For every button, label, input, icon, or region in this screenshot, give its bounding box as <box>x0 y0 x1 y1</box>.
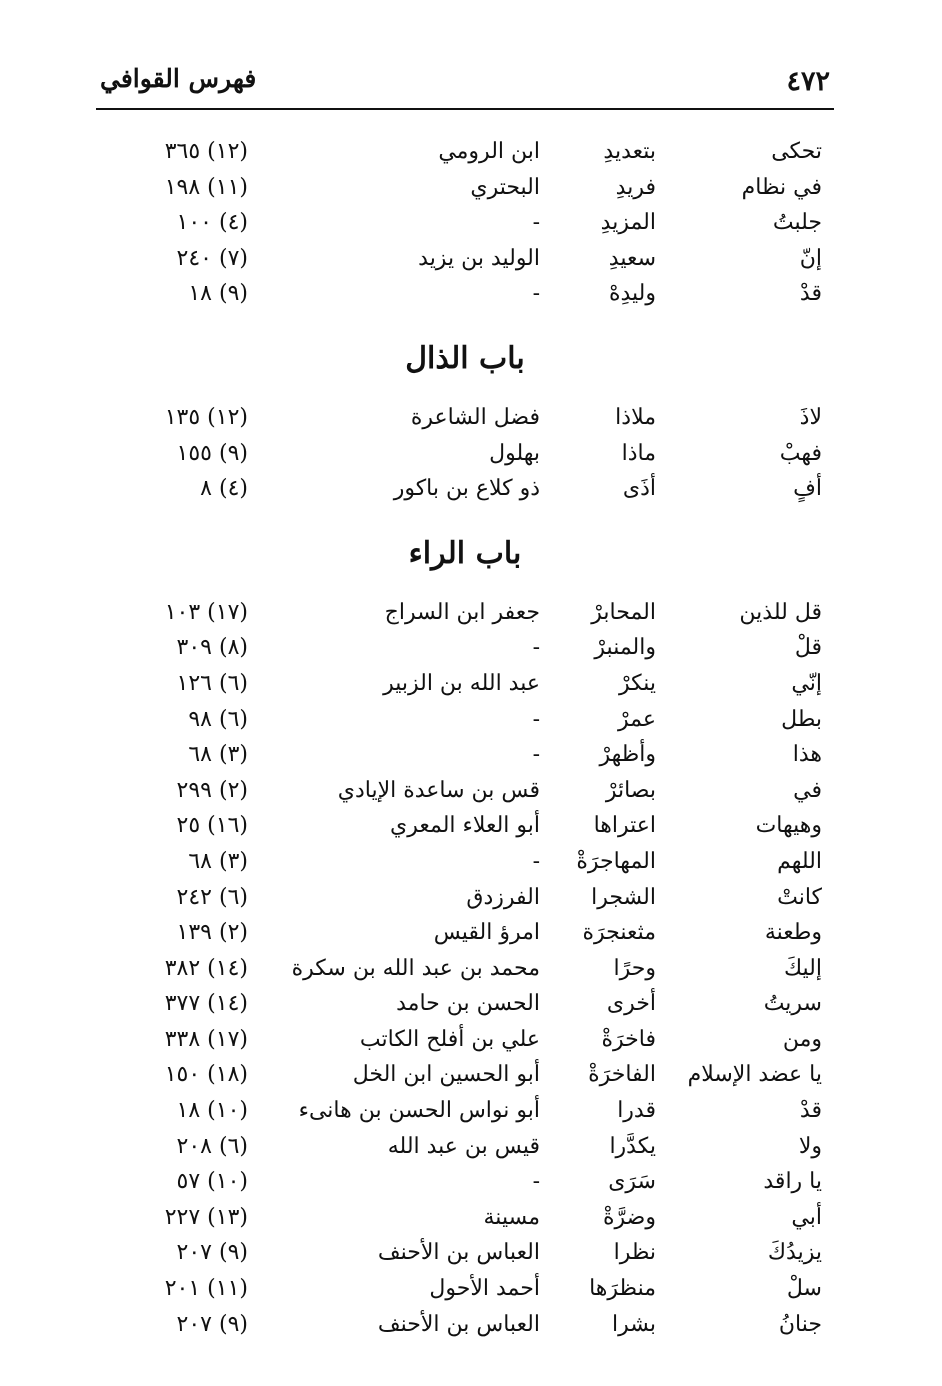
index-row <box>96 702 834 738</box>
poet-name: - <box>532 1169 540 1195</box>
index-row <box>96 986 834 1022</box>
poet-name: جعفر ابن السراج <box>384 599 540 625</box>
rhyme-word: وضرَّةْ <box>603 1204 656 1230</box>
opening-word: قلْ <box>794 635 822 661</box>
rhyme-word: اعتراها <box>593 813 656 839</box>
poet-name: قيس بن عبد الله <box>387 1133 540 1159</box>
page-reference: (١٣) ٢٢٧ <box>164 1204 248 1230</box>
page-reference: (٤) ٨ <box>200 476 248 502</box>
rhyme-word: نظرا <box>613 1240 656 1266</box>
rhyme-index <box>96 134 834 1342</box>
page-reference: (١٧) ١٠٣ <box>164 599 248 625</box>
poet-name: علي بن أفلح الكاتب <box>359 1026 540 1052</box>
rhyme-word: وحرًا <box>613 955 656 981</box>
page-reference: (٣) ٦٨ <box>188 742 248 768</box>
index-row <box>96 276 834 312</box>
opening-word: سريتُ <box>763 991 822 1017</box>
poet-name: بهلول <box>489 440 540 466</box>
index-row <box>96 1057 834 1093</box>
index-row <box>96 1200 834 1236</box>
poet-name: الفرزدق <box>466 884 540 910</box>
index-row <box>96 1307 834 1343</box>
rhyme-word: ينكرْ <box>618 670 656 696</box>
opening-word: قل للذين <box>739 599 822 625</box>
index-row <box>96 630 834 666</box>
rhyme-word: والمنبرْ <box>594 635 656 661</box>
opening-word: ولا <box>798 1133 822 1159</box>
index-row <box>96 915 834 951</box>
index-row <box>96 241 834 277</box>
poet-name: عبد الله بن الزبير <box>383 670 540 696</box>
poet-name: العباس بن الأحنف <box>377 1311 540 1337</box>
page-header <box>96 58 834 110</box>
page-reference: (١٠) ١٨ <box>176 1098 248 1124</box>
rhyme-word: بشرا <box>612 1311 656 1337</box>
opening-word: في <box>793 777 822 803</box>
poet-name: - <box>532 706 540 732</box>
opening-word: يا راقد <box>763 1169 822 1195</box>
rhyme-word: فاخرَةْ <box>601 1026 656 1052</box>
index-row <box>96 134 834 170</box>
poet-name: ذو كلاع بن باكور <box>393 476 540 502</box>
poet-name: أبو الحسين ابن الخل <box>352 1062 540 1088</box>
index-row <box>96 737 834 773</box>
index-row <box>96 844 834 880</box>
index-row <box>96 170 834 206</box>
opening-word: أبي <box>791 1204 822 1230</box>
rhyme-word: ماذا <box>621 440 656 466</box>
page-reference: (١٢) ١٣٥ <box>164 404 248 430</box>
poet-name: الحسن بن حامد <box>396 991 540 1017</box>
opening-word: سلْ <box>786 1276 822 1302</box>
opening-word: فهبْ <box>779 440 822 466</box>
page-reference: (١٢) ٣٦٥ <box>164 139 248 164</box>
poet-name: امرؤ القيس <box>433 920 540 946</box>
opening-word: جلبتُ <box>772 210 822 236</box>
rhyme-word: أذَى <box>622 476 656 502</box>
index-row <box>96 1271 834 1307</box>
opening-word: وطعنة <box>764 920 822 946</box>
poet-name: البحتري <box>470 174 540 200</box>
index-row <box>96 205 834 241</box>
poet-name: - <box>532 210 540 236</box>
rhyme-word: سعيدِ <box>608 245 656 271</box>
page-reference: (٦) ٢٤٢ <box>176 884 248 910</box>
page-reference: (١١) ٢٠١ <box>164 1276 248 1302</box>
opening-word: وهيهات <box>755 813 822 839</box>
page-reference: (١١) ١٩٨ <box>164 174 248 200</box>
index-row <box>96 1235 834 1271</box>
poet-name: محمد بن عبد الله بن سكرة <box>291 955 540 981</box>
rhyme-word: الفاخرَةْ <box>588 1062 656 1088</box>
poet-name: - <box>532 848 540 874</box>
index-row <box>96 808 834 844</box>
section-heading-ra: باب الراء <box>408 535 522 571</box>
opening-word: لاذَ <box>799 404 822 430</box>
index-row <box>96 595 834 631</box>
index-row <box>96 666 834 702</box>
page-reference: (١٧) ٣٣٨ <box>164 1026 248 1052</box>
page-reference: (٢) ١٣٩ <box>176 920 248 946</box>
rhyme-word: المهاجرَةْ <box>576 848 656 874</box>
opening-word: تحكى <box>771 139 822 164</box>
index-row <box>96 1022 834 1058</box>
rhyme-word: فريدِ <box>615 174 656 200</box>
page-reference: (٨) ٣٠٩ <box>176 635 248 661</box>
page-reference: (٣) ٦٨ <box>188 848 248 874</box>
opening-word: اللهم <box>777 848 822 874</box>
rhyme-word: بصائرْ <box>605 777 656 803</box>
page-reference: (٢) ٢٩٩ <box>176 777 248 803</box>
poet-name: - <box>532 742 540 768</box>
rhyme-word: بتعديدِ <box>603 139 656 164</box>
index-row <box>96 773 834 809</box>
opening-word: إليكَ <box>784 955 822 981</box>
poet-name: أبو العلاء المعري <box>390 813 540 839</box>
rhyme-word: الشجرا <box>591 884 656 910</box>
page-reference: (١٠) ٥٧ <box>176 1169 248 1195</box>
index-row <box>96 1129 834 1165</box>
rhyme-word: عمرْ <box>618 706 656 732</box>
opening-word: يا عضد الإسلام <box>687 1062 822 1088</box>
page-reference: (٧) ٢٤٠ <box>176 245 248 271</box>
opening-word: أفٍ <box>793 476 822 502</box>
rhyme-word: المحابرْ <box>591 599 656 625</box>
poet-name: الوليد بن يزيد <box>418 245 540 271</box>
page-reference: (١٤) ٣٨٢ <box>164 955 248 981</box>
opening-word: كانتْ <box>777 884 822 910</box>
rhyme-word: المزيدِ <box>600 210 656 236</box>
rhyme-word: وأظهرْ <box>599 742 656 768</box>
opening-word: في نظام <box>741 174 822 200</box>
page-reference: (٩) ٢٠٧ <box>176 1240 248 1266</box>
opening-word: جنانُ <box>778 1311 822 1337</box>
opening-word: قدْ <box>799 1098 822 1124</box>
poet-name: أبو نواس الحسن بن هانىء <box>298 1098 540 1124</box>
page-reference: (٩) ١٨ <box>188 281 248 307</box>
page-reference: (٦) ٩٨ <box>188 706 248 732</box>
index-row <box>96 471 834 507</box>
poet-name: العباس بن الأحنف <box>377 1240 540 1266</box>
page-reference: (٤) ١٠٠ <box>176 210 248 236</box>
page-reference: (١٦) ٢٥ <box>176 813 248 839</box>
rhyme-word: قدرا <box>617 1098 656 1124</box>
page-number: ٤٧٢ <box>786 66 830 97</box>
rhyme-word: مثعنجرَة <box>582 920 656 946</box>
poet-name: ابن الرومي <box>438 139 540 164</box>
opening-word: إنّي <box>791 670 822 696</box>
index-row <box>96 436 834 472</box>
index-row <box>96 1093 834 1129</box>
opening-word: بطل <box>781 706 822 732</box>
poet-name: أحمد الأحول <box>429 1276 540 1302</box>
page-reference: (٩) ٢٠٧ <box>176 1311 248 1337</box>
opening-word: ومن <box>782 1026 822 1052</box>
opening-word: قدْ <box>799 281 822 307</box>
rhyme-word: يكدَّرا <box>609 1133 656 1159</box>
index-row <box>96 951 834 987</box>
poet-name: مسينة <box>483 1204 540 1230</box>
page-reference: (٦) ١٢٦ <box>176 670 248 696</box>
page-reference: (٦) ٢٠٨ <box>176 1133 248 1159</box>
rhyme-word: ملاذا <box>615 404 656 430</box>
page-reference: (١٨) ١٥٠ <box>164 1062 248 1088</box>
rhyme-word: سَرَى <box>608 1169 656 1195</box>
opening-word: إنّ <box>799 245 822 271</box>
poet-name: فضل الشاعرة <box>410 404 540 430</box>
running-title: فهرس القوافي <box>100 64 257 93</box>
poet-name: - <box>532 635 540 661</box>
rhyme-word: وليدِهْ <box>608 281 656 307</box>
index-row <box>96 1164 834 1200</box>
poet-name: - <box>532 281 540 307</box>
rhyme-word: منظرَها <box>589 1276 656 1302</box>
opening-word: يزيدُكَ <box>767 1240 822 1266</box>
index-row <box>96 400 834 436</box>
section-heading-dhal: باب الذال <box>405 340 525 376</box>
poet-name: قس بن ساعدة الإيادي <box>337 777 540 803</box>
rhyme-word: أخرى <box>606 991 656 1017</box>
page-reference: (١٤) ٣٧٧ <box>164 991 248 1017</box>
opening-word: هذا <box>792 742 822 768</box>
page-reference: (٩) ١٥٥ <box>176 440 248 466</box>
index-row <box>96 880 834 916</box>
